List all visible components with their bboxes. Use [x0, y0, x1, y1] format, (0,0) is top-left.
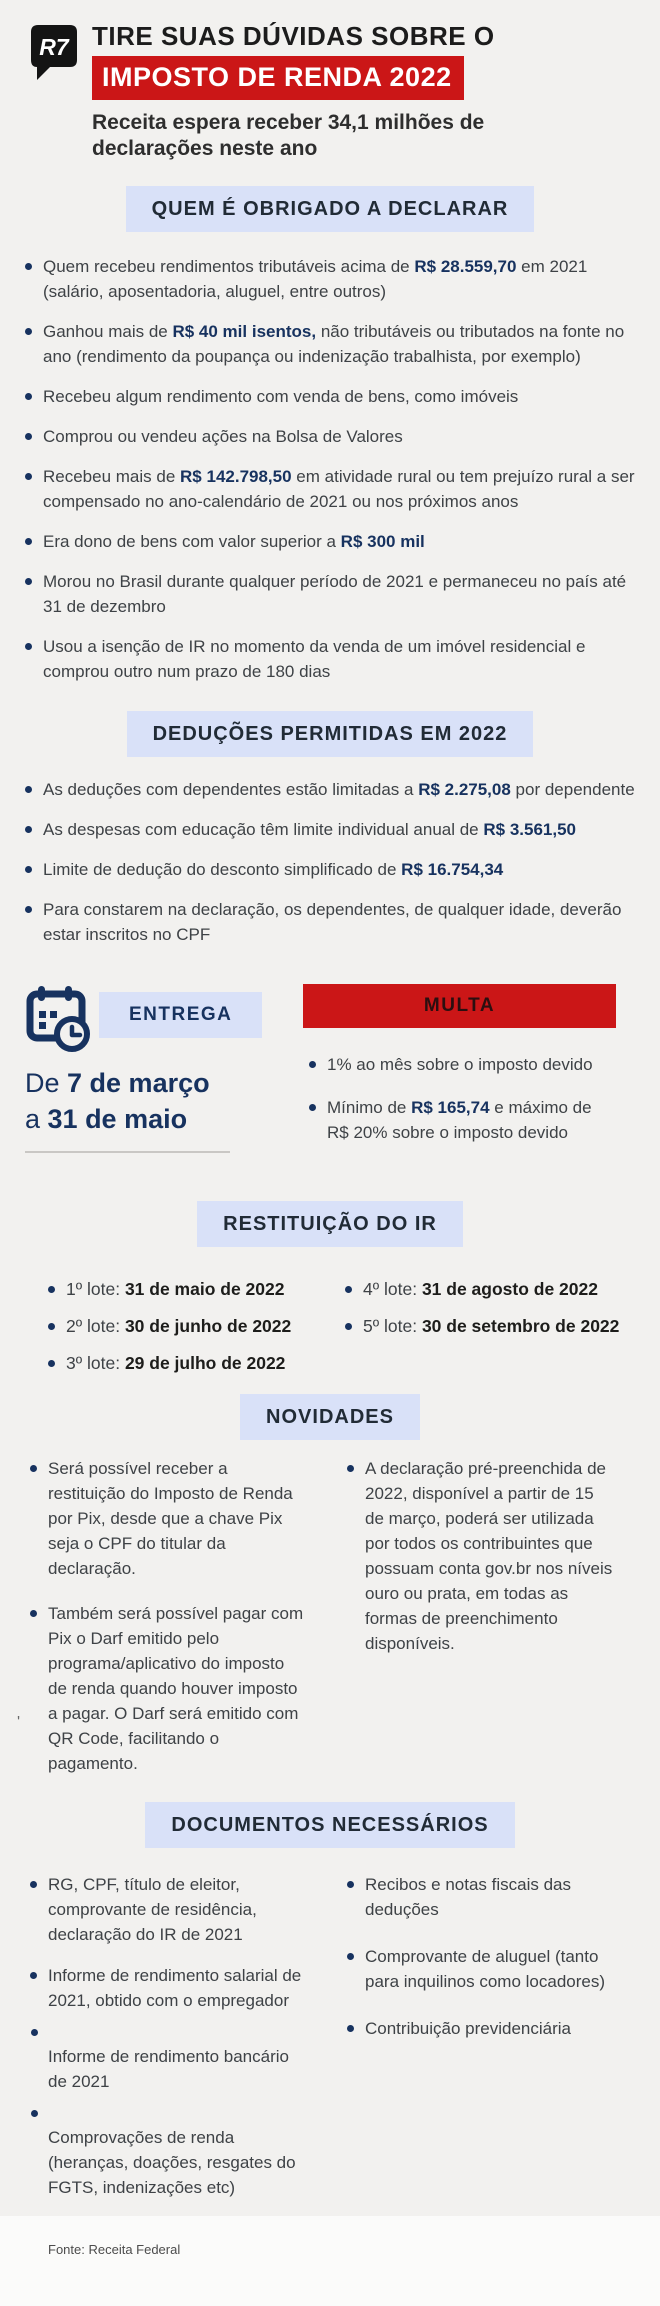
deductions-list — [0, 777, 660, 962]
delivery-label: ENTREGA — [99, 992, 262, 1038]
list-item-text: Recibos e notas fiscais das deduções — [365, 1875, 571, 1919]
divider — [25, 1151, 230, 1153]
source-credit: Fonte: Receita Federal — [48, 2242, 181, 2257]
section-title-documents: DOCUMENTOS NECESSÁRIOS — [0, 1802, 660, 1848]
bullet-icon — [347, 1881, 354, 1888]
news-right-column — [335, 1456, 630, 1796]
refund-right-list — [345, 1277, 660, 1339]
list-item — [25, 897, 640, 947]
bullet-icon — [25, 433, 32, 440]
delivery-dates — [25, 1065, 263, 1137]
bullet-icon — [347, 1465, 354, 1472]
delivery-block — [25, 984, 263, 1163]
list-item — [345, 1314, 660, 1339]
svg-text:R7: R7 — [39, 34, 69, 60]
list-item — [48, 1351, 345, 1376]
header-text — [92, 20, 642, 162]
footer — [0, 2216, 660, 2306]
list-item — [309, 1095, 616, 1145]
list-item-text: Recebeu algum rendimento com venda de bens, como imóveis — [43, 387, 519, 406]
list-item-text: 5º lote: 30 de setembro de 2022 — [363, 1316, 620, 1336]
list-item — [30, 1963, 335, 2013]
list-item-text: Era dono de bens com valor superior a R$ 300 mil — [43, 532, 425, 551]
bullet-icon — [25, 473, 32, 480]
list-item-text: Informe de rendimento bancário de 2021 — [48, 2047, 289, 2091]
stray-mark: ' — [17, 1714, 21, 1731]
fine-list — [303, 1052, 616, 1145]
list-item-text: Comprovante de aluguel (tanto para inquilinos como locadores) — [365, 1947, 606, 1991]
list-item-text: Para constarem na declaração, os dependentes, de qualquer idade, deverão estar inscritos no CPF — [43, 900, 622, 944]
bullet-icon — [25, 786, 32, 793]
list-item-text: A declaração pré-preenchida de 2022, disponível a partir de 15 de março, poderá ser utilizada por todos os contribuintes que possuam conta gov.br nos níveis ouro ou prata, em todas as formas de preenchimento disponíveis. — [365, 1459, 613, 1653]
bullet-icon — [48, 1286, 55, 1293]
documents-right-list — [347, 1872, 630, 2041]
obligated-list — [0, 254, 660, 699]
bullet-icon — [347, 1953, 354, 1960]
documents-left-column — [30, 1872, 335, 2216]
delivery-fine-row — [0, 984, 660, 1163]
section-title-refund: RESTITUIÇÃO DO IR — [0, 1201, 660, 1247]
bullet-icon — [309, 1104, 316, 1111]
section-title-news: NOVIDADES — [0, 1394, 660, 1440]
bullet-icon — [25, 263, 32, 270]
list-item — [25, 817, 640, 842]
bullet-icon — [31, 2029, 38, 2036]
list-item — [25, 857, 640, 882]
bullet-icon — [309, 1061, 316, 1068]
list-item — [347, 1944, 630, 1994]
list-item — [25, 777, 640, 802]
bullet-icon — [345, 1286, 352, 1293]
bullet-icon — [31, 2110, 38, 2117]
list-item — [25, 254, 640, 304]
bullet-icon — [347, 2025, 354, 2032]
section-title-obligated: QUEM É OBRIGADO A DECLARAR — [0, 186, 660, 232]
list-item — [309, 1052, 616, 1077]
documents-right-column — [335, 1872, 630, 2216]
list-item-text: 4º lote: 31 de agosto de 2022 — [363, 1279, 598, 1299]
list-item — [345, 1277, 660, 1302]
bullet-icon — [30, 1972, 37, 1979]
refund-lots-right — [345, 1277, 660, 1388]
bullet-icon — [25, 393, 32, 400]
list-item — [30, 1872, 335, 1947]
list-item-text: Quem recebeu rendimentos tributáveis acima de R$ 28.559,70 em 2021 (salário, aposentadoria, aluguel, entre outros) — [43, 257, 588, 301]
delivery-date-line2: a 31 de maio — [25, 1104, 188, 1134]
list-item-text: Também será possível pagar com Pix o Darf emitido pelo programa/aplicativo do imposto de renda quando houver imposto a pagar. O Darf será emitido com QR Code, facilitando o pagamento. — [48, 1604, 304, 1773]
bullet-icon — [30, 1610, 37, 1617]
list-item-text: Será possível receber a restituição do Imposto de Renda por Pix, desde que a chave Pix seja o CPF do titular da declaração. — [48, 1459, 293, 1578]
refund-lots-row — [0, 1277, 660, 1388]
list-item-text: As deduções com dependentes estão limitadas a R$ 2.275,08 por dependente — [43, 780, 635, 799]
list-item-text: Comprovações de renda (heranças, doações, resgates do FGTS, indenizações etc) — [48, 2128, 296, 2197]
bullet-icon — [345, 1323, 352, 1330]
list-item-text: Ganhou mais de R$ 40 mil isentos, não tributáveis ou tributados na fonte no ano (rendimento da poupança ou indenização trabalhista, por exemplo) — [43, 322, 625, 366]
bullet-icon — [25, 578, 32, 585]
list-item — [25, 464, 640, 514]
bullet-icon — [30, 1465, 37, 1472]
list-item — [30, 2029, 335, 2094]
page-subtitle: Receita espera receber 34,1 milhões de declarações neste ano — [92, 111, 485, 160]
header — [0, 0, 660, 162]
list-item-text: 1% ao mês sobre o imposto devido — [327, 1055, 593, 1074]
list-item-text: Morou no Brasil durante qualquer período de 2021 e permaneceu no país até 31 de dezembro — [43, 572, 627, 616]
refund-left-list — [48, 1277, 345, 1376]
list-item — [25, 529, 640, 554]
list-item-text: RG, CPF, título de eleitor, comprovante de residência, declaração do IR de 2021 — [48, 1875, 257, 1944]
bullet-icon — [48, 1360, 55, 1367]
list-item-text: Informe de rendimento salarial de 2021, obtido com o empregador — [48, 1966, 302, 2010]
bullet-icon — [25, 643, 32, 650]
list-item-text: Contribuição previdenciária — [365, 2019, 572, 2038]
list-item-text: Limite de dedução do desconto simplificado de R$ 16.754,34 — [43, 860, 504, 879]
list-item-text: 1º lote: 31 de maio de 2022 — [66, 1279, 285, 1299]
calendar-clock-icon — [25, 984, 91, 1059]
list-item-text: Comprou ou vendeu ações na Bolsa de Valores — [43, 427, 403, 446]
bullet-icon — [48, 1323, 55, 1330]
delivery-date-line1: De 7 de março — [25, 1068, 210, 1098]
r7-logo-icon — [30, 24, 78, 162]
list-item — [30, 1601, 335, 1776]
documents-row — [0, 1872, 660, 2216]
list-item — [25, 384, 640, 409]
fine-block — [303, 984, 616, 1163]
list-item — [30, 2110, 335, 2200]
news-left-list — [30, 1456, 335, 1776]
list-item — [48, 1277, 345, 1302]
bullet-icon — [25, 826, 32, 833]
list-item — [25, 634, 640, 684]
news-left-column — [17, 1456, 335, 1796]
list-item — [25, 424, 640, 449]
list-item-text: Usou a isenção de IR no momento da venda de um imóvel residencial e comprou outro num prazo de 180 dias — [43, 637, 586, 681]
news-right-list — [347, 1456, 630, 1656]
list-item — [347, 1456, 630, 1656]
fine-banner: MULTA — [303, 984, 616, 1028]
delivery-head — [25, 984, 263, 1059]
list-item-text: 2º lote: 30 de junho de 2022 — [66, 1316, 292, 1336]
news-row — [0, 1456, 660, 1796]
list-item-text: Recebeu mais de R$ 142.798,50 em atividade rural ou tem prejuízo rural a ser compensado no ano-calendário de 2021 ou nos próximos anos — [43, 467, 635, 511]
list-item — [347, 1872, 630, 1922]
section-title-deductions: DEDUÇÕES PERMITIDAS EM 2022 — [0, 711, 660, 757]
list-item — [30, 1456, 335, 1581]
refund-lots-left — [48, 1277, 345, 1388]
page-title-line1: TIRE SUAS DÚVIDAS SOBRE O — [92, 21, 495, 51]
list-item — [25, 569, 640, 619]
page-title-line2: IMPOSTO DE RENDA 2022 — [92, 56, 464, 100]
bullet-icon — [25, 906, 32, 913]
list-item-text: Mínimo de R$ 165,74 e máximo de R$ 20% sobre o imposto devido — [327, 1098, 592, 1142]
bullet-icon — [25, 538, 32, 545]
list-item-text: As despesas com educação têm limite individual anual de R$ 3.561,50 — [43, 820, 576, 839]
documents-left-list — [30, 1872, 335, 2200]
list-item — [25, 319, 640, 369]
bullet-icon — [25, 866, 32, 873]
list-item — [48, 1314, 345, 1339]
list-item-text: 3º lote: 29 de julho de 2022 — [66, 1353, 286, 1373]
bullet-icon — [25, 328, 32, 335]
list-item — [347, 2016, 630, 2041]
bullet-icon — [30, 1881, 37, 1888]
